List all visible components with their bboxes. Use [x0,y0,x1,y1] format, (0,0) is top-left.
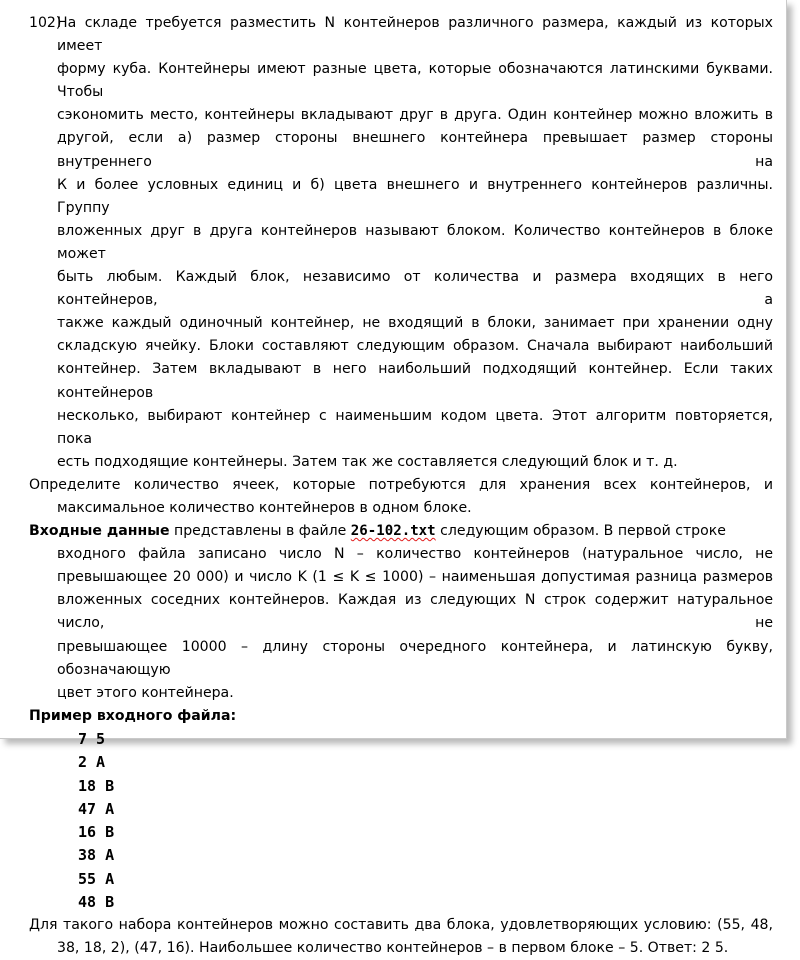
input-line: входного файла записано число N – количество контейнеров (натуральное число, не [57,546,773,563]
answer-line: 38, 18, 2), (47, 16). Наибольшее количество контейнеров – в первом блоке – 5. Ответ: 2 5. [57,940,729,957]
problem-line: также каждый одиночный контейнер, не входящий в блоки, занимает при хранении одну [57,315,773,332]
problem-line: На складе требуется разместить N контейнеров различного размера, каждый из которых имеет [57,15,773,55]
input-suffix: следующим образом. В первой строке [435,523,726,540]
input-data-label: Входные данные [29,523,170,540]
input-description-first-line [29,520,773,543]
input-line: превышающее 20 000) и число K (1 ≤ K ≤ 1000) – наименьшая допустимая разница размеров [57,569,773,586]
example-input-block [29,728,773,914]
example-row: 18 B [78,776,115,795]
problem-text [29,12,773,960]
input-filename: 26-102.txt [350,523,436,540]
problem-line: другой, если а) размер стороны внешнего контейнера превышает размер стороны внутреннего на [57,130,773,170]
input-line: цвет этого контейнера. [57,684,234,701]
problem-line: контейнер. Затем вкладывают в него наибольший подходящий контейнер. Если таких контейнеров [57,361,773,401]
example-row: 55 A [78,869,115,888]
problem-line: форму куба. Контейнеры имеют разные цвета, которые обозначаются латинскими буквами. Чтобы [57,61,773,101]
problem-line: сэкономить место, контейнеры вкладывают друг в друга. Один контейнер можно вложить в [57,107,773,124]
question-line: Определите количество ячеек, которые потребуются для хранения всех контейнеров, и [29,476,773,493]
answer-line: Для такого набора контейнеров можно составить два блока, удовлетворяющих условию: (55, 48, [29,917,773,934]
input-line: вложенных соседних контейнеров. Каждая из следующих N строк содержит натуральное число, не [57,592,773,632]
input-prefix: представлены в файле [169,523,351,540]
problem-line: несколько, выбирают контейнер с наименьшим кодом цвета. Этот алгоритм повторяется, пока [57,407,773,447]
problem-line: есть подходящие контейнеры. Затем так же составляется следующий блок и т. д. [57,453,678,470]
example-row: 16 B [78,823,115,842]
problem-line: быть любым. Каждый блок, независимо от количества и размера входящих в него контейнеров, а [57,269,773,309]
example-row: 47 A [78,799,115,818]
question-line: максимальное количество контейнеров в одном блоке. [57,499,472,516]
example-row: 7 5 [78,729,106,748]
example-row: 38 A [78,846,115,865]
example-title: Пример входного файла: [29,707,237,724]
problem-line: К и более условных единиц и б) цвета внешнего и внутреннего контейнеров различны. Группу [57,176,773,216]
problem-line: вложенных друг в друга контейнеров называют блоком. Количество контейнеров в блоке может [57,222,773,262]
example-row: 2 A [78,753,106,772]
problem-line: складскую ячейку. Блоки составляют следующим образом. Сначала выбирают наибольший [57,338,773,355]
example-row: 48 B [78,892,115,911]
input-line: превышающее 10000 – длину стороны очередного контейнера, и латинскую букву, обозначающую [57,638,773,678]
problem-number: 102) [29,15,62,31]
